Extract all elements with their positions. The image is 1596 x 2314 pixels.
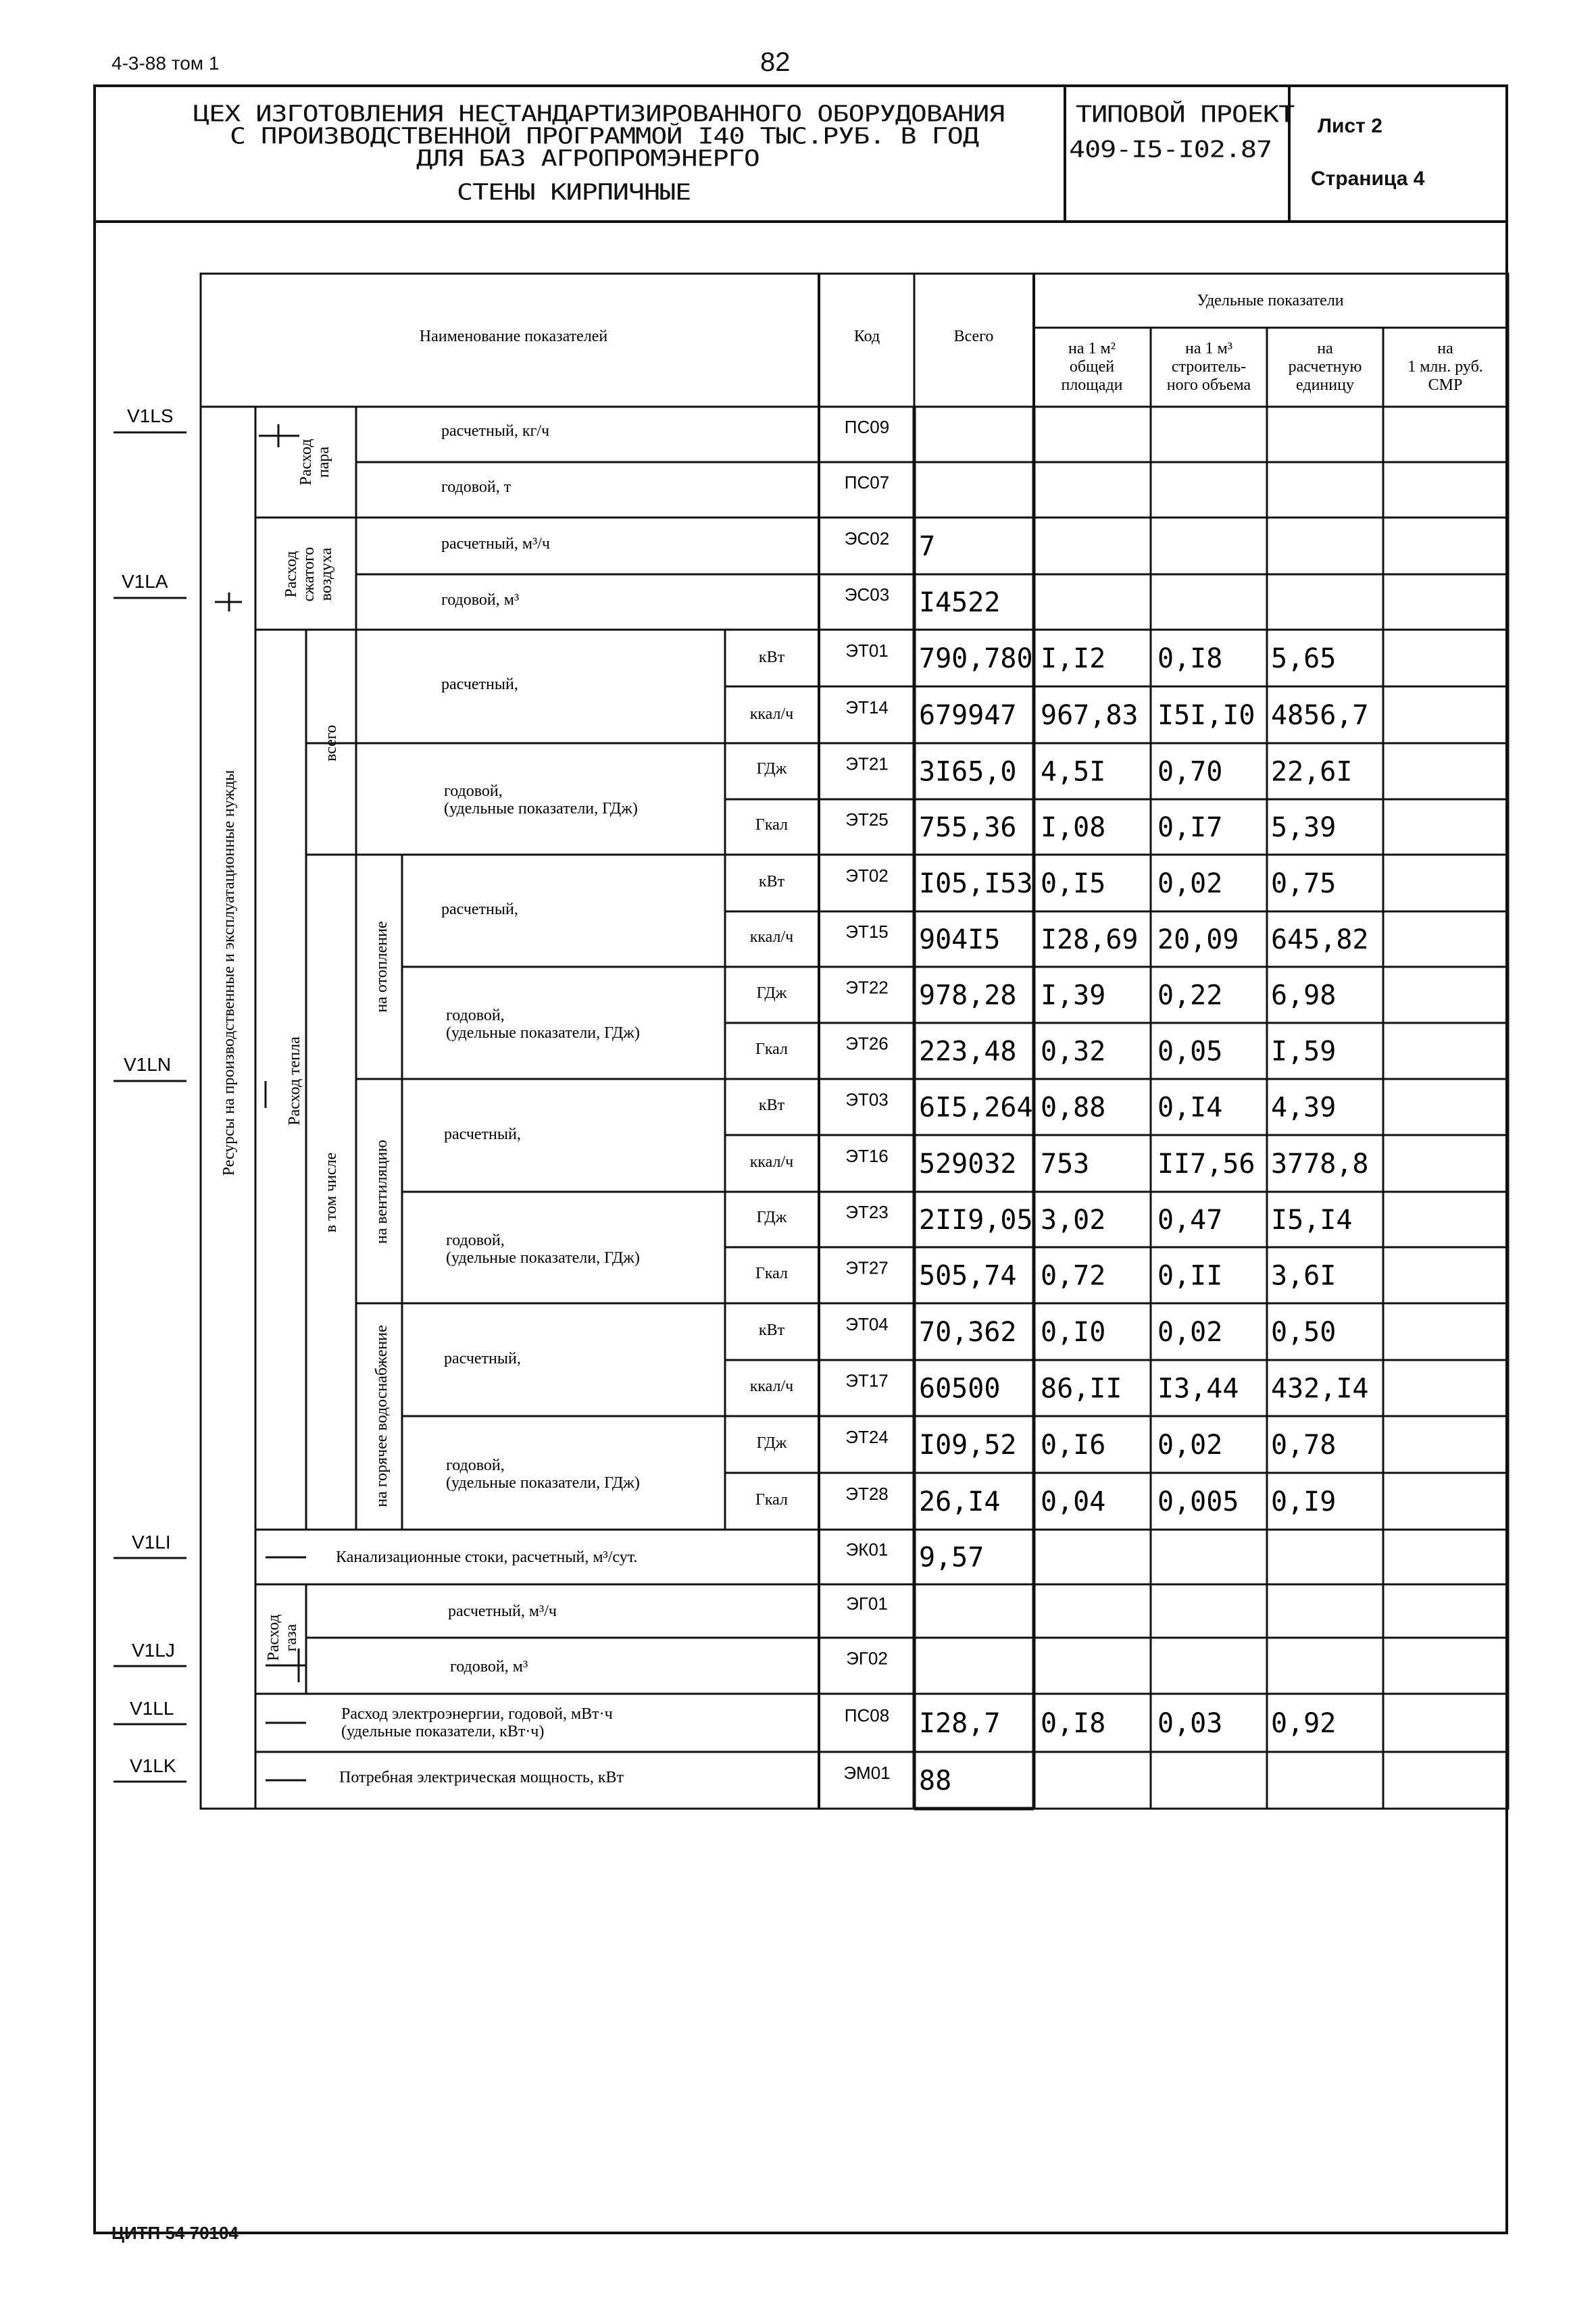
- title-line-4: СТЕНЫ КИРПИЧНЫЕ: [457, 180, 691, 205]
- cell-per-unit: I,59: [1271, 1036, 1337, 1067]
- cell-per-unit: 6,98: [1271, 980, 1337, 1011]
- side-label-v1li: V1LI: [132, 1532, 171, 1553]
- row-labels: [336, 422, 640, 1786]
- label-heat-calc: расчетный,: [441, 676, 518, 693]
- table-row: [845, 584, 1001, 618]
- cell-per-volume: 0,02: [1157, 1317, 1223, 1348]
- project-number: 409-I5-I02.87: [1069, 136, 1272, 164]
- side-label-v1la: V1LA: [122, 571, 168, 592]
- side-label-v1lj: V1LJ: [132, 1640, 175, 1661]
- unit-kw: кВт: [758, 873, 785, 890]
- header-per-volume-2: строитель-: [1171, 358, 1247, 376]
- cell-per-unit: 0,78: [1271, 1430, 1337, 1461]
- label-steam-calc: расчетный, кг/ч: [441, 422, 550, 440]
- cell-code: ЭГ02: [846, 1648, 888, 1669]
- unit-gcal: Гкал: [755, 1040, 789, 1058]
- side-label-v1lk: V1LK: [130, 1755, 176, 1776]
- unit-gcal: Гкал: [755, 1265, 789, 1282]
- table-row: [845, 1314, 1336, 1348]
- cell-per-unit: 3778,8: [1271, 1149, 1369, 1180]
- cell-per-area: I,39: [1041, 980, 1106, 1011]
- cell-per-area: 0,72: [1041, 1260, 1106, 1292]
- cell-code: ЭС02: [844, 528, 890, 549]
- group-steam-2: пара: [315, 446, 332, 478]
- label-water-calc: расчетный,: [444, 1350, 521, 1367]
- unit-kw: кВт: [758, 649, 785, 666]
- label-power: Потребная электрическая мощность, кВт: [339, 1769, 624, 1786]
- label-elec: Расход электроэнергии, годовой, мВт·ч: [341, 1705, 613, 1723]
- cell-per-volume: 0,I7: [1157, 812, 1223, 843]
- unit-gcal: Гкал: [755, 1491, 789, 1509]
- page-number: 82: [760, 47, 791, 77]
- table-row: [845, 809, 1336, 843]
- cell-code: ЭТ16: [845, 1146, 889, 1166]
- table-row: [845, 978, 1336, 1011]
- label-steam-year: годовой, т: [441, 478, 512, 496]
- side-label-v1ln: V1LN: [124, 1054, 172, 1075]
- cell-per-area: 4,5I: [1041, 756, 1106, 788]
- header-code: Код: [853, 328, 880, 345]
- table-row: [845, 1034, 1336, 1067]
- label-heat-year-note: (удельные показатели, ГДж): [444, 800, 638, 818]
- group-air-3: воздуха: [318, 547, 335, 601]
- label-heating-calc: расчетный,: [441, 901, 518, 918]
- cell-code: ЭГ01: [846, 1593, 888, 1614]
- cell-code: ЭТ26: [845, 1033, 889, 1054]
- cell-per-unit: 22,6I: [1271, 756, 1353, 788]
- cell-total: 26,I4: [919, 1486, 1001, 1517]
- cell-per-volume: 0,47: [1157, 1205, 1223, 1236]
- unit-kcal: ккал/ч: [749, 705, 794, 723]
- cell-code: ЭТ04: [845, 1314, 889, 1334]
- title-line-2: С ПРОИЗВОДСТВЕННОЙ ПРОГРАММОЙ I40 ТЫС.РУБ. В ГОД: [230, 124, 978, 149]
- cell-code: ПС09: [844, 417, 890, 437]
- label-vent-year-note: (удельные показатели, ГДж): [446, 1249, 640, 1267]
- project-label: ТИПОВОЙ ПРОЕКТ: [1076, 101, 1295, 128]
- cell-per-volume: I5I,I0: [1157, 700, 1255, 731]
- cell-per-area: 0,I8: [1041, 1708, 1106, 1739]
- cell-code: ЭС03: [844, 584, 890, 605]
- group-heat: Расход тепла: [286, 1036, 303, 1126]
- table-header: [420, 292, 1483, 394]
- unit-kcal: ккал/ч: [749, 1153, 794, 1171]
- footer-code: ЦИТП 54 70104: [111, 2223, 239, 2243]
- header-name: Наименование показателей: [419, 328, 608, 345]
- table-row: [845, 1371, 1368, 1405]
- cell-total: 978,28: [919, 980, 1017, 1011]
- cell-per-volume: 0,70: [1157, 756, 1223, 788]
- cell-per-volume: 0,02: [1157, 1430, 1223, 1461]
- header-per-mln-3: СМР: [1428, 376, 1463, 394]
- unit-gcal: Гкал: [755, 816, 789, 834]
- cell-total: 529032: [919, 1149, 1017, 1180]
- cell-code: ЭТ14: [845, 697, 889, 718]
- table-row: [845, 1258, 1336, 1292]
- unit-kw: кВт: [758, 1322, 785, 1339]
- unit-gj: ГДж: [756, 1434, 787, 1452]
- cell-per-unit: 5,65: [1271, 643, 1337, 674]
- label-gas-calc: расчетный, м³/ч: [448, 1603, 557, 1620]
- table-row: [845, 1146, 1368, 1180]
- cell-total: I09,52: [919, 1430, 1017, 1461]
- cell-per-volume: 0,I8: [1157, 643, 1223, 674]
- label-heating-year-note: (удельные показатели, ГДж): [446, 1024, 640, 1042]
- table-row: [845, 754, 1352, 788]
- table-row: [845, 697, 1368, 731]
- cell-per-area: I28,69: [1041, 924, 1139, 955]
- group-air-1: Расход: [282, 551, 300, 598]
- cell-code: ЭК01: [845, 1539, 889, 1560]
- cell-per-volume: 0,I4: [1157, 1092, 1223, 1124]
- cell-per-volume: 20,09: [1157, 924, 1239, 955]
- cell-code: ЭТ02: [845, 865, 889, 886]
- header-specific: Удельные показатели: [1197, 292, 1344, 309]
- cell-total: 3I65,0: [919, 756, 1017, 788]
- title-line-1: ЦЕХ ИЗГОТОВЛЕНИЯ НЕСТАНДАРТИЗИРОВАННОГО ОБОРУДОВАНИЯ: [193, 101, 1005, 127]
- cell-per-area: 0,04: [1041, 1486, 1106, 1517]
- table-row: [845, 865, 1336, 899]
- group-hot-water: на горячее водоснабжение: [373, 1325, 391, 1507]
- cell-per-area: 0,32: [1041, 1036, 1106, 1067]
- cell-per-unit: I5,I4: [1271, 1205, 1353, 1236]
- group-ventilation: на вентиляцию: [373, 1139, 391, 1244]
- header-per-area-1: на 1 м²: [1068, 340, 1116, 357]
- side-labels: [114, 405, 186, 1782]
- cell-total: 7: [919, 531, 936, 562]
- cell-total: 904I5: [919, 924, 1001, 955]
- side-label-v1ll: V1LL: [130, 1698, 174, 1719]
- table-row: [846, 1649, 888, 1669]
- cell-per-area: 0,I5: [1041, 868, 1106, 899]
- cell-per-unit: 4856,7: [1271, 700, 1369, 731]
- cell-total: I05,I53: [919, 868, 1033, 899]
- table-row: [845, 417, 889, 437]
- header-per-volume-3: ного объема: [1166, 376, 1251, 394]
- cell-code: ЭТ25: [845, 809, 889, 830]
- cell-per-volume: 0,22: [1157, 980, 1223, 1011]
- group-heat-incl: в том числе: [322, 1152, 340, 1233]
- cell-total: 6I5,264: [919, 1092, 1033, 1124]
- header-per-unit-3: единицу: [1296, 376, 1354, 394]
- cell-total: 790,780: [919, 643, 1033, 674]
- header-per-area-3: площади: [1061, 376, 1123, 394]
- table-row: [843, 1763, 951, 1796]
- label-gas-year: годовой, м³: [450, 1658, 528, 1676]
- table-row: [845, 472, 889, 493]
- cell-code: ЭМ01: [843, 1763, 891, 1783]
- cell-code: ЭТ21: [845, 753, 889, 774]
- table-row: [845, 528, 935, 562]
- header-per-mln-1: на: [1437, 340, 1453, 357]
- header-per-volume-1: на 1 м³: [1185, 340, 1232, 357]
- group-gas-1: Расход: [265, 1614, 282, 1661]
- cell-code: ЭТ03: [845, 1089, 889, 1110]
- cell-code: ПС07: [844, 472, 890, 493]
- cell-per-volume: 0,005: [1157, 1486, 1239, 1517]
- cell-per-area: I,I2: [1041, 643, 1106, 674]
- cell-per-volume: 0,II: [1157, 1260, 1223, 1292]
- header-per-mln-2: 1 млн. руб.: [1407, 358, 1483, 376]
- sheet-label: Лист 2: [1318, 115, 1382, 137]
- cell-total: 755,36: [919, 812, 1017, 843]
- header-per-unit-2: расчетную: [1288, 358, 1362, 376]
- cell-code: ЭТ27: [845, 1257, 889, 1278]
- cell-code: ЭТ01: [845, 640, 889, 661]
- cell-per-area: 3,02: [1041, 1205, 1106, 1236]
- cell-code: ЭТ23: [845, 1202, 889, 1222]
- cell-per-area: 967,83: [1041, 700, 1139, 731]
- group-gas-2: газа: [282, 1624, 300, 1652]
- side-label-v1ls: V1LS: [127, 405, 174, 426]
- unit-gj: ГДж: [756, 984, 787, 1002]
- cell-code: ЭТ17: [845, 1370, 889, 1391]
- label-water-year-note: (удельные показатели, ГДж): [446, 1474, 640, 1492]
- cell-per-unit: 4,39: [1271, 1092, 1337, 1124]
- cell-per-area: 86,II: [1041, 1373, 1122, 1405]
- cell-code: ЭТ24: [845, 1427, 889, 1447]
- cell-per-unit: 432,I4: [1271, 1373, 1369, 1405]
- label-elec-note: (удельные показатели, кВт·ч): [341, 1723, 545, 1740]
- header-per-unit-1: на: [1317, 340, 1333, 357]
- cell-total: 88: [919, 1765, 952, 1796]
- cell-per-volume: 0,03: [1157, 1708, 1223, 1739]
- cell-code: ЭТ28: [845, 1484, 889, 1504]
- label-air-calc: расчетный, м³/ч: [441, 535, 550, 553]
- header-total: Всего: [953, 328, 994, 345]
- cell-total: 9,57: [919, 1542, 984, 1574]
- cell-total: 2II9,05: [919, 1205, 1033, 1236]
- header-per-area-2: общей: [1069, 358, 1115, 376]
- series-label: 4-3-88 том 1: [111, 53, 220, 74]
- cell-per-volume: I3,44: [1157, 1373, 1239, 1405]
- cell-code: ПС08: [844, 1705, 890, 1726]
- table-row: [845, 922, 1368, 955]
- label-vent-year: годовой,: [446, 1232, 505, 1249]
- cell-per-unit: 5,39: [1271, 812, 1337, 843]
- cell-per-unit: 0,75: [1271, 868, 1337, 899]
- cell-per-unit: 645,82: [1271, 924, 1369, 955]
- label-heating-year: годовой,: [446, 1007, 505, 1024]
- unit-kcal: ккал/ч: [749, 928, 794, 946]
- table-row: [845, 1705, 1337, 1739]
- cell-per-area: 0,88: [1041, 1092, 1106, 1124]
- cell-total: 505,74: [919, 1260, 1017, 1292]
- cell-per-volume: 0,02: [1157, 868, 1223, 899]
- table-row: [845, 1484, 1336, 1517]
- unit-kw: кВт: [758, 1097, 785, 1114]
- unit-gj: ГДж: [756, 1209, 787, 1226]
- cell-per-area: 0,I6: [1041, 1430, 1106, 1461]
- cell-code: ЭТ22: [845, 977, 889, 998]
- unit-gj: ГДж: [756, 760, 787, 778]
- cell-per-volume: II7,56: [1157, 1149, 1255, 1180]
- cell-per-unit: 0,50: [1271, 1317, 1337, 1348]
- table-row: [846, 1594, 888, 1614]
- page-label: Страница 4: [1311, 168, 1425, 190]
- cell-per-unit: 3,6I: [1271, 1260, 1337, 1292]
- cell-per-area: I,08: [1041, 812, 1106, 843]
- cell-code: ЭТ15: [845, 922, 889, 942]
- table-row: [845, 1427, 1336, 1461]
- group-heat-total: всего: [322, 724, 340, 762]
- cell-total: 223,48: [919, 1036, 1017, 1067]
- title-line-3: ДЛЯ БАЗ АГРОПРОМЭНЕРГО: [416, 146, 759, 172]
- cell-total: 679947: [919, 700, 1017, 731]
- group-steam-1: Расход: [297, 438, 315, 486]
- unit-kcal: ккал/ч: [749, 1378, 794, 1395]
- cell-total: I4522: [919, 587, 1001, 618]
- label-sewage: Канализационные стоки, расчетный, м³/сут.: [336, 1549, 638, 1566]
- cell-per-unit: 0,92: [1271, 1708, 1337, 1739]
- cell-per-volume: 0,05: [1157, 1036, 1223, 1067]
- label-water-year: годовой,: [446, 1457, 505, 1474]
- table-row: [845, 1202, 1352, 1236]
- table-row: [845, 640, 1336, 674]
- cell-total: 60500: [919, 1373, 1001, 1405]
- label-vent-calc: расчетный,: [444, 1126, 521, 1143]
- label-heat-year: годовой,: [444, 782, 503, 800]
- cell-per-unit: 0,I9: [1271, 1486, 1337, 1517]
- cell-total: I28,7: [919, 1708, 1001, 1739]
- cell-per-area: 0,I0: [1041, 1317, 1106, 1348]
- cell-per-area: 753: [1041, 1149, 1090, 1180]
- group-heating: на отопление: [373, 921, 391, 1013]
- label-air-year: годовой, м³: [441, 591, 520, 609]
- table-row: [845, 1090, 1336, 1124]
- data-rows: [843, 417, 1368, 1796]
- cell-total: 70,362: [919, 1317, 1017, 1348]
- group-resources: Ресурсы на производственные и эксплуатационные нужды: [220, 770, 238, 1176]
- group-air-2: сжатого: [300, 547, 318, 602]
